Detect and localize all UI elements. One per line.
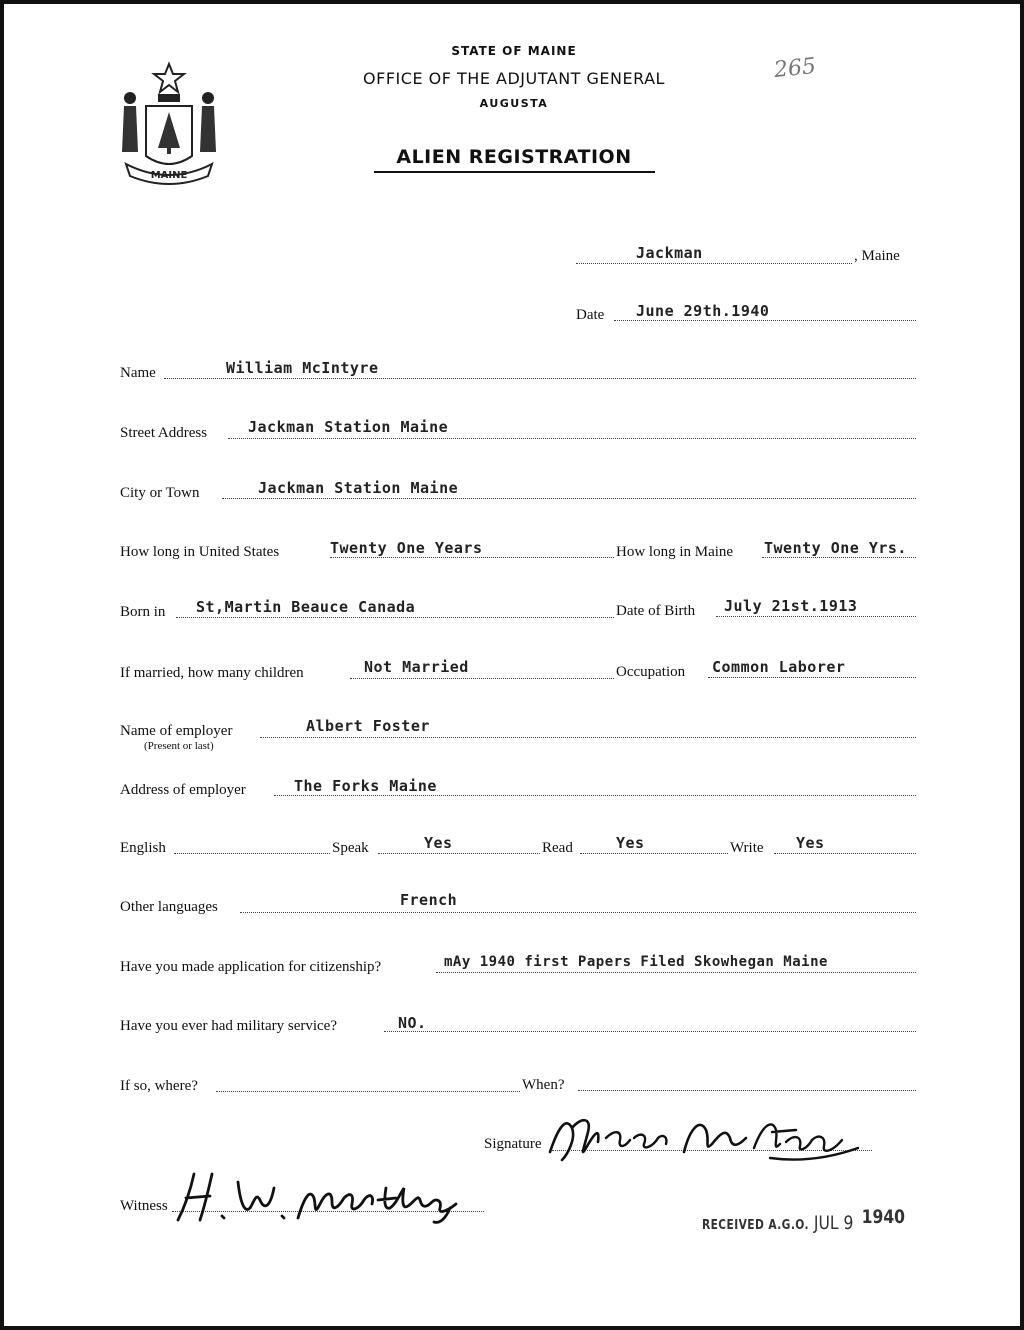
write-line — [774, 853, 916, 854]
employer-address-label: Address of employer — [120, 782, 246, 798]
stamp-year-text: 1940 — [861, 1206, 906, 1228]
applicant-signature — [540, 1108, 870, 1170]
children-value: Not Married — [364, 658, 469, 676]
header-office: OFFICE OF THE ADJUTANT GENERAL — [363, 69, 665, 88]
write-label: Write — [730, 840, 764, 856]
city-label: City or Town — [120, 485, 200, 501]
citizenship-value: mAy 1940 first Papers Filed Skowhegan Maine — [444, 954, 828, 970]
read-label: Read — [542, 840, 573, 856]
stamp-date-text: JUL 9 — [813, 1212, 854, 1234]
city-value: Jackman Station Maine — [258, 479, 459, 497]
name-value: William McIntyre — [226, 359, 379, 377]
header-city: AUGUSTA — [479, 97, 549, 110]
employer-value: Albert Foster — [306, 717, 430, 735]
write-value: Yes — [796, 834, 825, 852]
children-line — [350, 678, 614, 679]
born-label: Born in — [120, 604, 166, 620]
street-label: Street Address — [120, 425, 208, 441]
how-long-maine-label: How long in Maine — [616, 544, 734, 560]
how-long-maine-line — [762, 557, 916, 558]
how-long-us-line — [330, 557, 614, 558]
occupation-label: Occupation — [616, 664, 686, 680]
occupation-line — [708, 677, 916, 678]
date-value: June 29th.1940 — [636, 302, 770, 320]
city-line — [222, 498, 916, 499]
maine-state-seal — [116, 60, 222, 188]
how-long-us-value: Twenty One Years — [330, 539, 483, 557]
name-line — [164, 378, 916, 379]
street-line — [228, 438, 916, 439]
other-languages-line — [240, 912, 916, 913]
page-number: 265 — [772, 53, 818, 84]
when-label: When? — [522, 1077, 565, 1093]
date-line — [614, 320, 916, 321]
military-label: Have you ever had military service? — [120, 1018, 337, 1034]
received-stamp — [702, 1206, 906, 1234]
place-suffix-label: , Maine — [854, 248, 900, 264]
when-line — [578, 1090, 916, 1091]
dob-label: Date of Birth — [616, 603, 696, 619]
employer-line — [260, 737, 916, 738]
employer-address-line — [274, 795, 916, 796]
military-value: NO. — [398, 1014, 427, 1032]
read-line — [580, 853, 728, 854]
title-underline — [374, 171, 655, 173]
dob-value: July 21st.1913 — [724, 597, 858, 615]
citizenship-label: Have you made application for citizenship? — [120, 959, 382, 975]
where-label: If so, where? — [120, 1078, 198, 1094]
read-value: Yes — [616, 834, 645, 852]
how-long-maine-value: Twenty One Yrs. — [764, 539, 907, 557]
street-value: Jackman Station Maine — [248, 418, 449, 436]
speak-line — [378, 853, 540, 854]
citizenship-line — [436, 972, 916, 973]
stamp-received-text: RECEIVED A.G.O. — [702, 1218, 809, 1233]
english-line — [174, 853, 330, 854]
dob-line — [716, 616, 916, 617]
employer-label: Name of employer — [120, 723, 233, 739]
name-label: Name — [120, 365, 156, 381]
date-label: Date — [576, 307, 605, 323]
speak-value: Yes — [424, 834, 453, 852]
form-title: ALIEN REGISTRATION — [396, 146, 632, 168]
employer-sub-label: (Present or last) — [144, 740, 214, 752]
occupation-value: Common Laborer — [712, 658, 846, 676]
employer-address-value: The Forks Maine — [294, 777, 437, 795]
born-line — [176, 617, 614, 618]
signature-label: Signature — [484, 1136, 542, 1152]
place-line — [576, 263, 852, 264]
english-label: English — [120, 840, 166, 856]
witness-label: Witness — [120, 1198, 168, 1214]
witness-signature — [164, 1164, 484, 1228]
place-value: Jackman — [636, 244, 703, 262]
other-languages-label: Other languages — [120, 899, 218, 915]
how-long-us-label: How long in United States — [120, 544, 280, 560]
speak-label: Speak — [332, 840, 369, 856]
header-state: STATE OF MAINE — [451, 44, 577, 58]
children-label: If married, how many children — [120, 665, 304, 681]
military-line — [384, 1031, 916, 1032]
other-languages-value: French — [400, 891, 458, 909]
where-line — [216, 1091, 520, 1092]
born-value: St,Martin Beauce Canada — [196, 598, 416, 616]
svg-text:MAINE: MAINE — [150, 170, 188, 181]
